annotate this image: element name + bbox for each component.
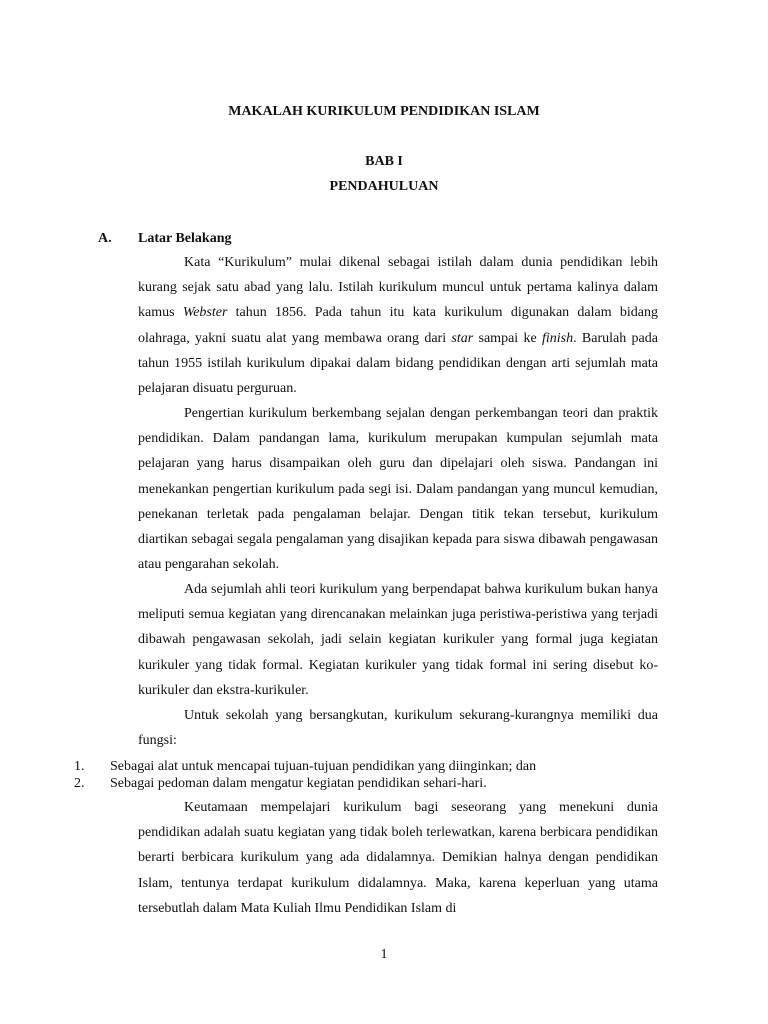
paragraph-5: Keutamaan mempelajari kurikulum bagi seseorang yang menekuni dunia pendidikan adalah suatu kegiatan yang tidak boleh terlewatkan, karena berbicara pendidikan berarti berbicara kurikulum yang ada didalamnya. Demikian halnya dengan pendidikan Islam, tentunya terdapat kurikulum didalamnya. Maka, karena keperluan yang utama tersebutlah dalam Mata Kuliah Ilmu Pendidikan Islam di: [138, 800, 658, 916]
paragraph-1-text-e: sampai ke: [473, 330, 542, 346]
paragraph-1-text-g: . Barulah pada tahun 1955 istilah kurikulum dipakai dalam bidang pendidikan dengan arti sejumlah mata pelajaran disuatu perguruan.: [138, 330, 658, 397]
paragraph-1-italic-star: star: [451, 330, 474, 346]
chapter-title: PENDAHULUAN: [329, 179, 439, 194]
paragraph-1-italic-webster: Webster: [182, 305, 228, 321]
paragraph-1-italic-finish: finish: [542, 330, 574, 346]
paragraph-1: [138, 250, 658, 401]
section-label: A.: [98, 231, 112, 246]
paragraph-1-text-c: tahun 1856. Pada tahun itu kata kurikulum digunakan dalam bidang olahraga, yakni suatu alat yang membawa orang dari: [138, 305, 658, 346]
document-title: MAKALAH KURIKULUM PENDIDIKAN ISLAM: [228, 104, 540, 119]
paragraph-2: Pengertian kurikulum berkembang sejalan dengan perkembangan teori dan praktik pendidikan. Dalam pandangan lama, kurikulum merupakan kumpulan sejumlah mata pelajaran yang harus disampaikan oleh guru dan dipelajari oleh siswa. Pandangan ini menekankan pengertian kurikulum pada segi isi. Dalam pandangan yang muncul kemudian, penekanan terletak pada pengalaman belajar. Dengan titik tekan tersebut, kurikulum diartikan sebagai segala pengalaman yang disajikan kepada para siswa dibawah pengawasan atau pengarahan sekolah.: [138, 406, 658, 573]
list-item-text: Sebagai pedoman dalam mengatur kegiatan pendidikan sehari-hari.: [110, 776, 487, 791]
section-title: Latar Belakang: [138, 231, 232, 246]
list-item-number: 2.: [74, 776, 85, 791]
list-item-text: Sebagai alat untuk mencapai tujuan-tujuan pendidikan yang diinginkan; dan: [110, 759, 537, 774]
chapter-number: BAB I: [365, 154, 403, 169]
list-item-number: 1.: [74, 759, 85, 774]
page-number: 1: [380, 947, 388, 962]
paragraph-3: Ada sejumlah ahli teori kurikulum yang berpendapat bahwa kurikulum bukan hanya meliputi semua kegiatan yang direncanakan melainkan juga peristiwa-peristiwa yang terjadi dibawah pengawasan sekolah, jadi selain kegiatan kurikuler yang formal juga kegiatan kurikuler yang tidak formal. Kegiatan kurikuler yang tidak formal ini sering disebut ko-kurikuler dan ekstra-kurikuler.: [138, 582, 658, 698]
paragraph-4: Untuk sekolah yang bersangkutan, kurikulum sekurang-kurangnya memiliki dua fungsi:: [138, 708, 658, 749]
paragraph-1-text-a: Kata “Kurikulum” mulai dikenal sebagai istilah dalam dunia pendidikan lebih kurang sejak satu abad yang lalu. Istilah kurikulum muncul untuk pertama kalinya dalam kamus: [138, 255, 658, 321]
